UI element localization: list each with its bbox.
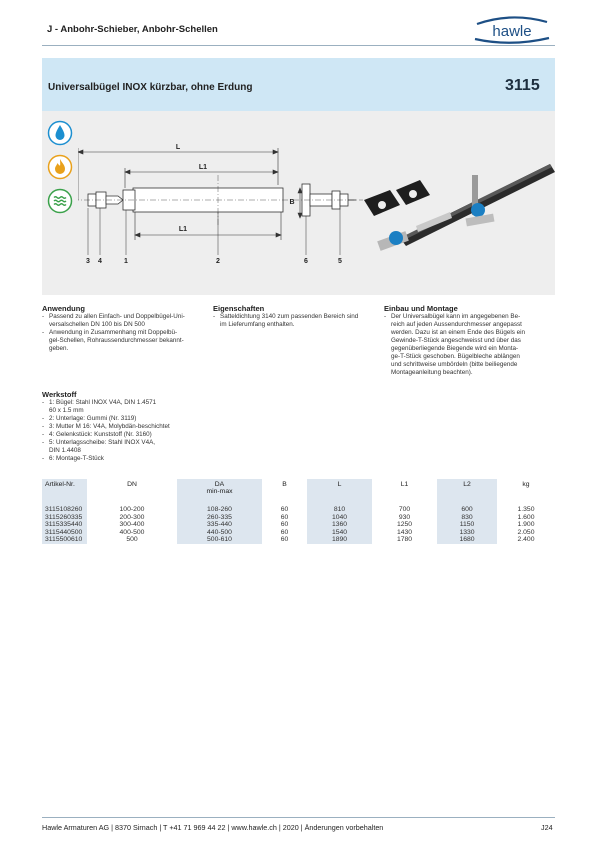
cell-da: 108-260 xyxy=(177,501,262,514)
cell-kg: 2.050 xyxy=(517,528,535,536)
col-header-kg: kg xyxy=(522,481,530,488)
cell-da: 335-440 xyxy=(177,521,262,529)
dim-label-L1-top: L1 xyxy=(198,164,208,171)
callout-6: 6 xyxy=(304,258,308,265)
werkstoff-item-2: - 2: Unterlage: Gummi (Nr. 3119) xyxy=(42,415,212,423)
cell-artikel: 3115440500 xyxy=(42,529,87,537)
werkstoff-item-3: - 3: Mutter M 16: V4A, Molybdän-beschichtet xyxy=(42,423,212,431)
table-row xyxy=(42,529,555,537)
dim-label-B: B xyxy=(289,199,295,206)
cell-l: 1890 xyxy=(307,536,372,544)
einbau-list xyxy=(384,313,554,377)
anwendung-item-1: - Passend zu allen Einfach- und Doppelbügel-Uni- versalschellen DN 100 bis DN 500 xyxy=(42,313,207,329)
cell-kg: 1.600 xyxy=(517,513,535,521)
page-number: J24 xyxy=(541,823,553,832)
footer-divider xyxy=(42,817,555,818)
table-row xyxy=(42,514,555,522)
col-header-l1: L1 xyxy=(400,481,409,488)
section-title-einbau: Einbau und Montage xyxy=(384,304,458,313)
callout-4: 4 xyxy=(98,258,102,265)
callout-3: 3 xyxy=(86,258,90,265)
cell-artikel: 3115260335 xyxy=(42,514,87,522)
cell-artikel: 3115108260 xyxy=(42,501,87,514)
water-drop-icon xyxy=(47,120,73,146)
table-row xyxy=(42,521,555,529)
cell-dn: 300-400 xyxy=(119,521,145,528)
werkstoff-item-1: - 1: Bügel: Stahl INOX V4A, DIN 1.4571 60 x 1.5 mm xyxy=(42,399,212,415)
cell-dn: 400-500 xyxy=(119,528,145,536)
footer-text: Hawle Armaturen AG | 8370 Sirnach | T +41 71 969 44 22 | www.hawle.ch | 2020 | Änderungen vorbehalten xyxy=(42,823,384,832)
cell-b: 60 xyxy=(280,506,289,513)
flame-icon xyxy=(47,154,73,180)
col-header-b: B xyxy=(282,481,287,488)
callout-5: 5 xyxy=(338,258,342,265)
header-title: J - Anbohr-Schieber, Anbohr-Schellen xyxy=(47,24,218,35)
dim-label-L1-bottom: L1 xyxy=(178,226,188,233)
cell-da: 440-500 xyxy=(177,529,262,537)
cell-dn: 200-300 xyxy=(119,513,145,521)
cell-b: 60 xyxy=(280,536,289,543)
dim-label-L: L xyxy=(175,144,181,151)
cell-dn: 500 xyxy=(126,536,138,543)
cell-l: 1540 xyxy=(307,529,372,537)
anwendung-item-2: - Anwendung in Zusammenhang mit Doppelbü- gel-Schellen, Rohraussendurchmesser bekannt- geben. xyxy=(42,329,207,353)
cell-artikel: 3115500610 xyxy=(42,536,87,544)
cell-kg: 1.900 xyxy=(517,521,535,528)
cell-da: 500-610 xyxy=(177,536,262,544)
werkstoff-item-4: - 4: Gelenkstück: Kunststoff (Nr. 3160) xyxy=(42,431,212,439)
cell-l1: 1780 xyxy=(396,536,413,543)
table-row xyxy=(42,536,555,544)
cell-l2: 830 xyxy=(437,514,497,522)
table-header-row xyxy=(42,479,555,501)
cell-l2: 1680 xyxy=(437,536,497,544)
product-number: 3115 xyxy=(505,77,540,94)
cell-l1: 1250 xyxy=(396,521,413,528)
cell-l2: 600 xyxy=(437,501,497,514)
product-title: Universalbügel INOX kürzbar, ohne Erdung xyxy=(48,82,253,93)
cell-b: 60 xyxy=(280,513,289,521)
col-header-l2: L2 xyxy=(437,479,497,501)
cell-da: 260-335 xyxy=(177,514,262,522)
callout-1: 1 xyxy=(124,258,128,265)
logo-text: hawle xyxy=(492,23,532,40)
eigenschaften-list xyxy=(213,313,383,329)
cell-kg: 1.350 xyxy=(517,506,535,513)
section-title-anwendung: Anwendung xyxy=(42,304,85,313)
anwendung-list xyxy=(42,313,207,353)
table-row xyxy=(42,501,555,514)
werkstoff-item-6: - 6: Montage-T-Stück xyxy=(42,455,212,463)
cell-l1: 1430 xyxy=(396,528,413,536)
cell-kg: 2.400 xyxy=(517,536,535,543)
cell-b: 60 xyxy=(280,528,289,536)
cell-l1: 700 xyxy=(398,506,411,513)
col-header-da: DA min-max xyxy=(177,479,262,501)
cell-l: 1040 xyxy=(307,514,372,522)
eigenschaften-item-1: - Satteldichtung 3140 zum passenden Bereich sind im Lieferumfang enthalten. xyxy=(213,313,383,329)
hawle-logo xyxy=(471,14,553,46)
col-header-l: L xyxy=(307,479,372,501)
section-title-eigenschaften: Eigenschaften xyxy=(213,304,265,313)
cell-dn: 100-200 xyxy=(119,506,145,513)
cell-l: 1360 xyxy=(307,521,372,529)
werkstoff-item-5: - 5: Unterlagsscheibe: Stahl INOX V4A, DIN 1.4408 xyxy=(42,439,212,455)
cell-l1: 930 xyxy=(398,513,411,521)
einbau-item-1: - Der Universalbügel kann im angegebenen Be- reich auf jeden Aussendurchmesser angepasst werden. Dazu ist an einem Ende des Bügels ein Gewinde-T-Stück angeschweisst und über das gegenüberliegende Biegende wird ein Monta- ge-T-Stück geschoben. Bügelbleche ablängen und schrittweise umbördeln (bitte beiliegende Montageanleitung beachten). xyxy=(384,313,554,377)
callout-2: 2 xyxy=(216,258,220,265)
cell-l2: 1150 xyxy=(437,521,497,529)
cell-artikel: 3115335440 xyxy=(42,521,87,529)
header-divider xyxy=(42,45,555,46)
section-title-werkstoff: Werkstoff xyxy=(42,390,77,399)
spec-table xyxy=(42,479,555,544)
werkstoff-list xyxy=(42,399,212,463)
col-header-artikel: Artikel-Nr. xyxy=(42,479,87,501)
col-header-dn: DN xyxy=(127,481,137,488)
waves-icon xyxy=(47,188,73,214)
cell-l: 810 xyxy=(307,501,372,514)
product-photo xyxy=(360,150,555,270)
cell-b: 60 xyxy=(280,521,289,528)
cell-l2: 1330 xyxy=(437,529,497,537)
technical-drawing xyxy=(78,130,368,270)
